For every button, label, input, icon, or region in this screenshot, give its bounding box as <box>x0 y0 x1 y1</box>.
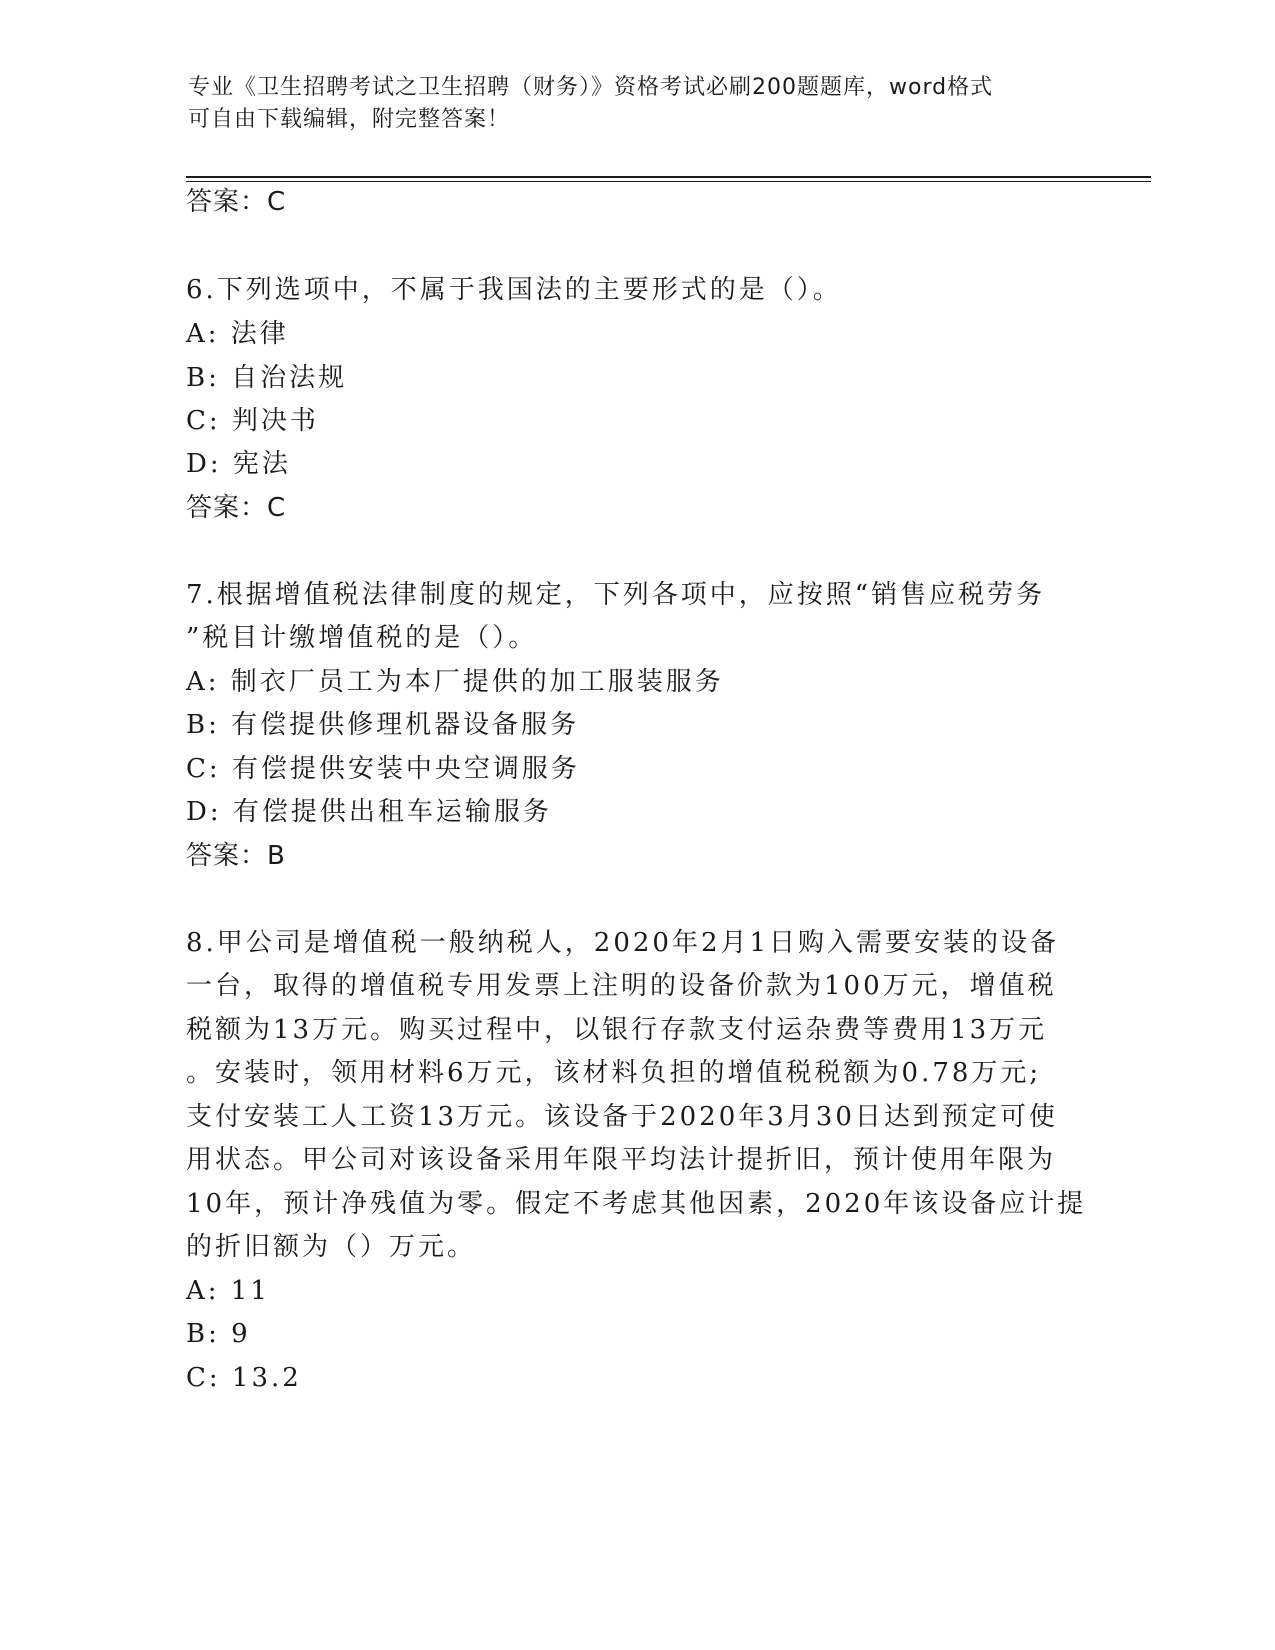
q8-stem-line-2: 一台，取得的增值税专用发票上注明的设备价款为100万元，增值税 <box>186 971 1057 1001</box>
q8-stem-line-3: 税额为13万元。购买过程中，以银行存款支付运杂费等费用13万元 <box>186 1015 1048 1045</box>
q8-stem-line-6: 用状态。甲公司对该设备采用年限平均法计提折旧，预计使用年限为 <box>186 1145 1057 1175</box>
q7-option-c: C: 有偿提供安装中央空调服务 <box>186 754 580 784</box>
q7-option-a: A: 制衣厂员工为本厂提供的加工服装服务 <box>186 667 724 697</box>
q8-stem-line-8: 的折旧额为（）万元。 <box>186 1232 477 1262</box>
answer-previous: 答案：C <box>186 187 287 217</box>
q7-option-d: D: 有偿提供出租车运输服务 <box>186 797 552 827</box>
q7-answer: 答案：B <box>186 841 286 871</box>
q8-option-c: C: 13.2 <box>186 1363 302 1393</box>
q8-stem-line-1: 8.甲公司是增值税一般纳税人，2020年2月1日购入需要安装的设备 <box>186 928 1060 958</box>
header-line-1: 专业《卫生招聘考试之卫生招聘（财务）》资格考试必刷200题题库，word格式 <box>188 75 994 100</box>
q8-option-a: A: 11 <box>186 1276 270 1306</box>
q8-stem-line-7: 10年，预计净残值为零。假定不考虑其他因素，2020年该设备应计提 <box>186 1189 1087 1219</box>
q6-option-b: B: 自治法规 <box>186 363 348 393</box>
q6-option-c: C: 判决书 <box>186 406 319 436</box>
header-rule-thick <box>186 176 1151 178</box>
q8-stem-line-4: 。安装时，领用材料6万元，该材料负担的增值税税额为0.78万元; <box>186 1058 1042 1088</box>
q7-option-b: B: 有偿提供修理机器设备服务 <box>186 710 580 740</box>
q6-option-a: A: 法律 <box>186 319 289 349</box>
q7-stem-line-1: 7.根据增值税法律制度的规定，下列各项中，应按照“销售应税劳务 <box>186 580 1046 610</box>
q7-stem-line-2: ”税目计缴增值税的是（）。 <box>186 623 538 653</box>
q6-stem: 6.下列选项中，不属于我国法的主要形式的是（）。 <box>186 275 842 305</box>
header-line-2: 可自由下载编辑，附完整答案！ <box>188 107 511 132</box>
header-rule-thin <box>186 181 1151 182</box>
document-header <box>188 72 1068 136</box>
q6-option-d: D: 宪法 <box>186 449 291 479</box>
q8-stem-line-5: 支付安装工人工资13万元。该设备于2020年3月30日达到预定可使 <box>186 1102 1058 1132</box>
q8-option-b: B: 9 <box>186 1319 251 1349</box>
q6-answer: 答案：C <box>186 493 287 523</box>
